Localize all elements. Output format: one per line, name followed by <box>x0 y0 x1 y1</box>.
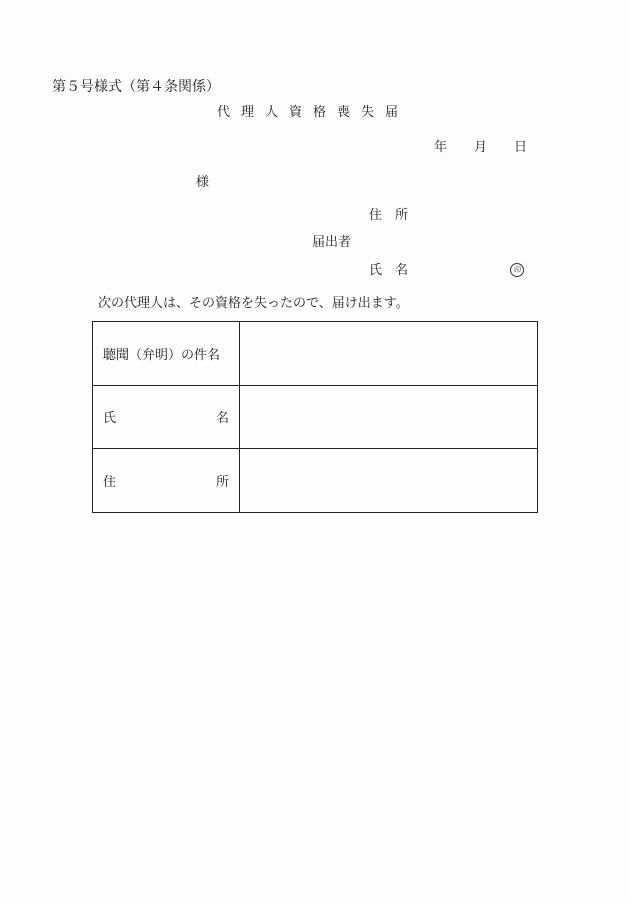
name-field[interactable] <box>240 385 538 449</box>
table-row-label <box>93 449 240 513</box>
form-table <box>92 321 538 513</box>
seal-mark-icon: 印 <box>510 263 524 277</box>
statement: 次の代理人は、その資格を失ったので、届け出ます。 <box>98 296 409 311</box>
table-row-label <box>93 385 240 449</box>
table-row <box>93 449 538 513</box>
name-label-part: 名 <box>215 411 229 427</box>
case-name-label: 聴聞（弁明）の件名 <box>103 347 221 363</box>
address-label-part: 住 <box>103 475 117 491</box>
table-row <box>93 385 538 449</box>
addressee-suffix: 様 <box>196 175 210 190</box>
document-title: 代理人資格喪失届 <box>217 105 410 120</box>
form-number: 第５号様式（第４条関係） <box>52 79 220 95</box>
name-label-part: 氏 <box>103 411 117 427</box>
date-year: 年 <box>434 140 448 155</box>
submitter-name-label: 氏 名 <box>369 263 409 278</box>
submitter-address-label: 住 所 <box>369 208 409 223</box>
submitter-heading: 届出者 <box>312 235 352 250</box>
date-month: 月 <box>474 140 488 155</box>
address-field[interactable] <box>240 449 538 513</box>
date-day: 日 <box>514 140 528 155</box>
table-row-label <box>93 322 240 386</box>
address-label-part: 所 <box>215 475 229 491</box>
case-name-field[interactable] <box>240 322 538 386</box>
table-row <box>93 322 538 386</box>
